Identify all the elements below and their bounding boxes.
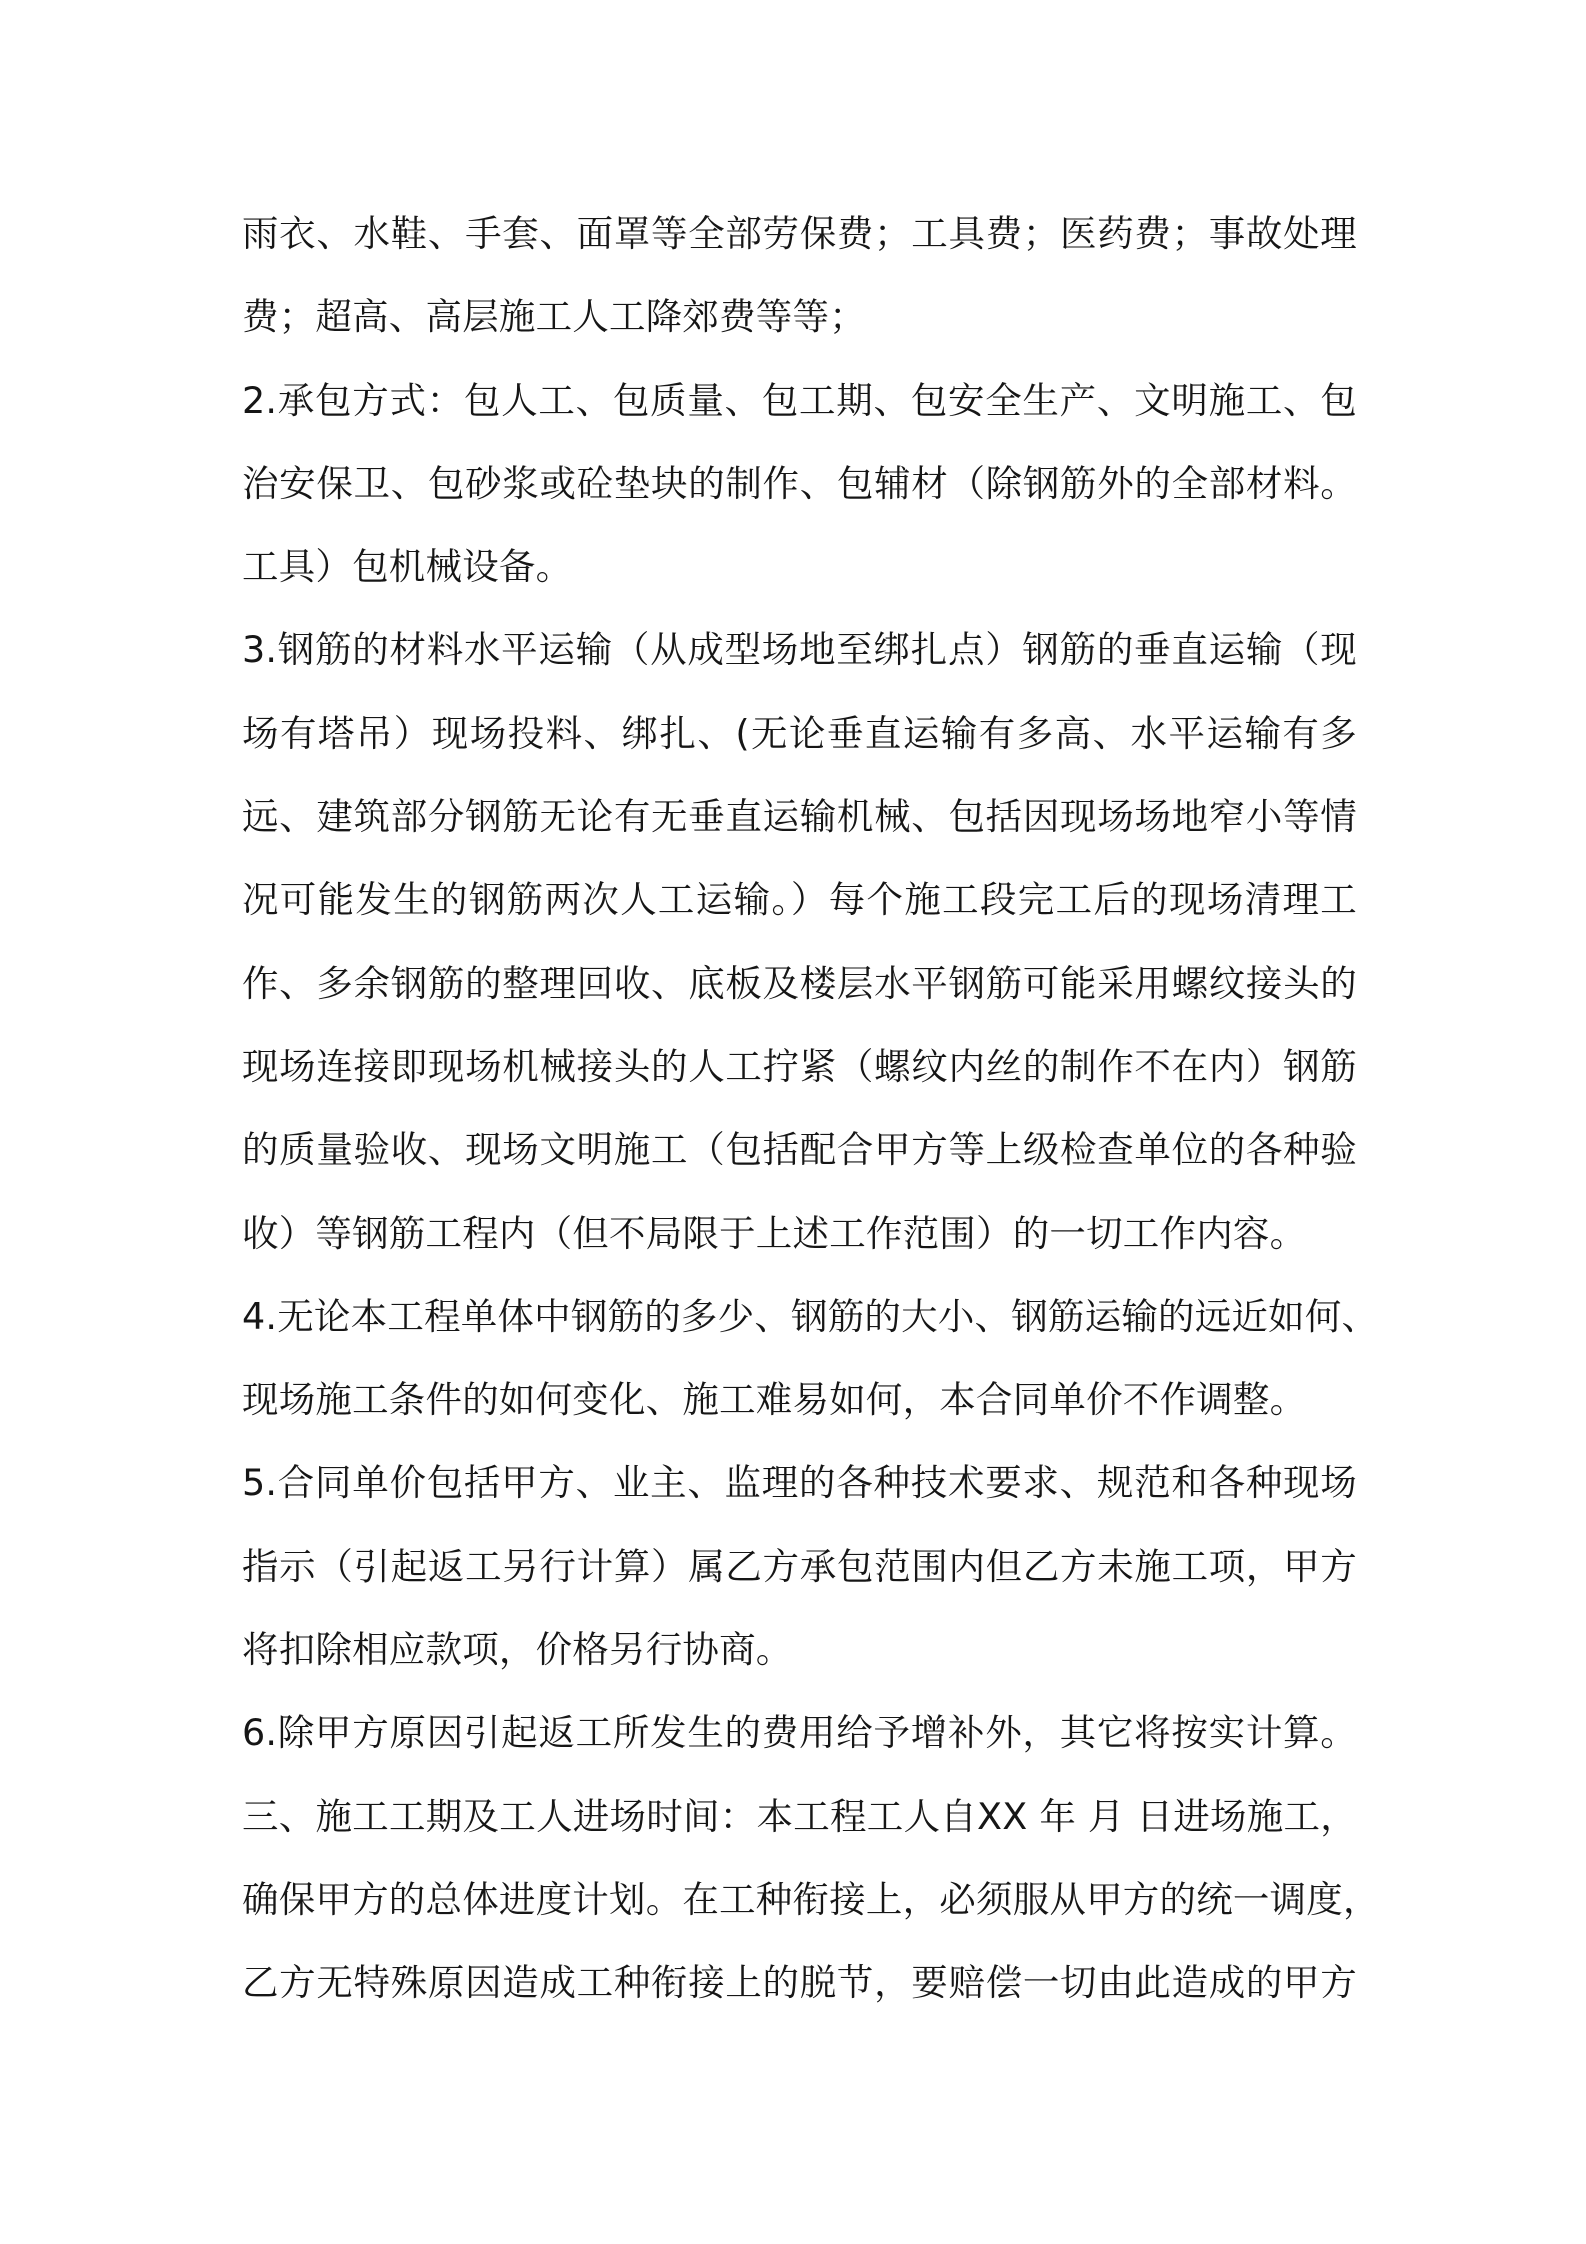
text-line: 作、多余钢筋的整理回收、底板及楼层水平钢筋可能采用螺纹接头的	[242, 961, 1357, 1005]
text-line: 三、施工工期及工人进场时间：本工程工人自XX 年 月 日进场施工，	[242, 1794, 1357, 1838]
text-line: 场有塔吊）现场投料、绑扎、(无论垂直运输有多高、水平运输有多	[242, 711, 1357, 755]
text-line: 乙方无特殊原因造成工种衔接上的脱节，要赔偿一切由此造成的甲方	[242, 1961, 1357, 2005]
text-line: 3.钢筋的材料水平运输（从成型场地至绑扎点）钢筋的垂直运输（现	[242, 628, 1357, 672]
text-line: 费；超高、高层施工人工降郊费等等；	[242, 295, 866, 339]
text-line: 指示（引起返工另行计算）属乙方承包范围内但乙方未施工项，甲方	[242, 1544, 1357, 1588]
text-line: 收）等钢筋工程内（但不局限于上述工作范围）的一切工作内容。	[242, 1211, 1307, 1255]
text-line: 确保甲方的总体进度计划。在工种衔接上，必须服从甲方的统一调度，	[242, 1877, 1380, 1921]
text-line: 现场连接即现场机械接头的人工拧紧（螺纹内丝的制作不在内）钢筋	[242, 1044, 1357, 1088]
text-line: 雨衣、水鞋、手套、面罩等全部劳保费；工具费；医药费；事故处理	[242, 212, 1357, 255]
text-line: 将扣除相应款项，价格另行协商。	[242, 1628, 793, 1672]
text-line: 况可能发生的钢筋两次人工运输。）每个施工段完工后的现场清理工	[242, 878, 1357, 922]
text-line: 工具）包机械设备。	[242, 545, 573, 589]
text-line: 远、建筑部分钢筋无论有无垂直运输机械、包括因现场场地窄小等情	[242, 795, 1357, 839]
text-line: 4.无论本工程单体中钢筋的多少、钢筋的大小、钢筋运输的远近如何、	[242, 1294, 1379, 1338]
text-line: 6.除甲方原因引起返工所发生的费用给予增补外，其它将按实计算。	[242, 1711, 1357, 1755]
text-line: 2.承包方式：包人工、包质量、包工期、包安全生产、文明施工、包	[242, 378, 1357, 422]
text-line: 治安保卫、包砂浆或砼垫块的制作、包辅材（除钢筋外的全部材料。	[242, 461, 1357, 505]
text-line: 现场施工条件的如何变化、施工难易如何，本合同单价不作调整。	[242, 1378, 1307, 1422]
contract-body-text	[242, 192, 1380, 2025]
text-line: 5.合同单价包括甲方、业主、监理的各种技术要求、规范和各种现场	[242, 1461, 1357, 1505]
text-line: 的质量验收、现场文明施工（包括配合甲方等上级检查单位的各种验	[242, 1128, 1357, 1172]
